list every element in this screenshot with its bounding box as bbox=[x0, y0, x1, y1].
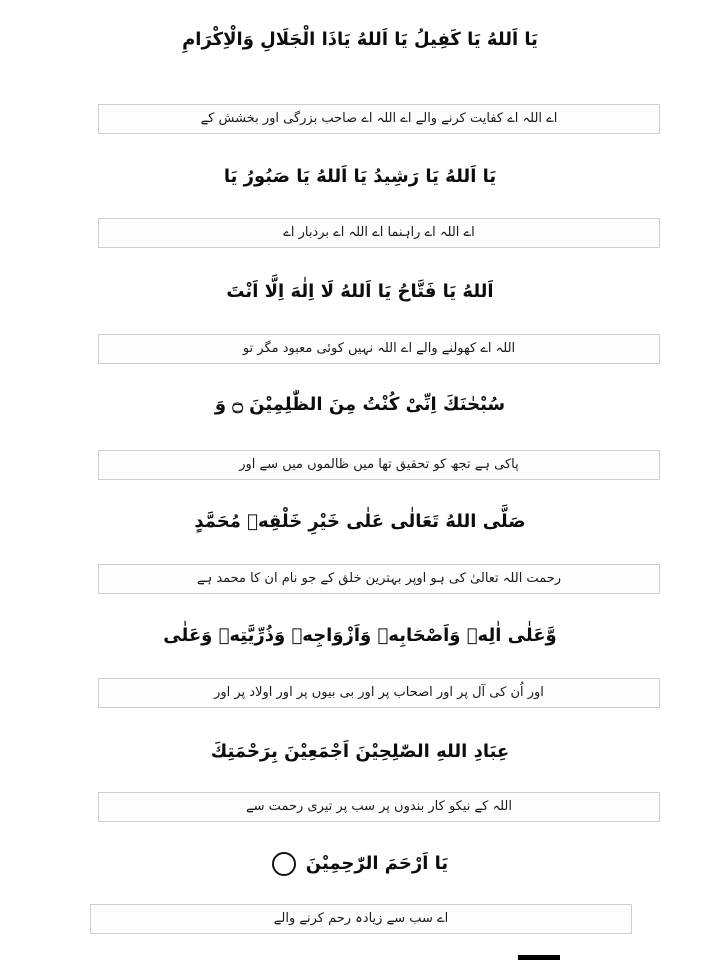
urdu-translation-5: رحمت اللہ تعالیٰ کی ہو اوپر بہترین خلق کے جو نام ان کا محمد ہے bbox=[98, 564, 660, 594]
arabic-text: يَا اَرْحَمَ الرّٰحِمِيْنَ bbox=[305, 853, 449, 874]
arabic-line-8 bbox=[30, 828, 690, 900]
arabic-line-2 bbox=[30, 142, 690, 212]
verse-end-circle-icon bbox=[272, 852, 296, 876]
urdu-translation-3: اللہ اے کھولنے والے اے اللہ نہیں کوئی معبود مگر تو bbox=[98, 334, 660, 364]
arabic-text: يَا اَللهُ يَا كَفِيلُ يَا اَللهُ يَاذَا الْجَلَالِ وَالْاِكْرَامِ bbox=[182, 29, 538, 50]
urdu-translation-6: اور اُن کی آل پر اور اصحاب پر اور بی بیوں پر اور اولاد پر اور bbox=[98, 678, 660, 708]
arabic-line-4 bbox=[30, 368, 690, 442]
dua-page bbox=[30, 4, 690, 944]
arabic-text: عِبَادِ اللهِ الصّٰلِحِيْنَ اَجْمَعِيْنَ بِرَحْمَتِكَ bbox=[210, 741, 510, 762]
arabic-line-6 bbox=[30, 600, 690, 672]
arabic-line-7 bbox=[30, 716, 690, 788]
urdu-translation-8: اے سب سے زیادہ رحم کرنے والے bbox=[90, 904, 632, 934]
urdu-translation-2: اے اللہ اے راہنما اے اللہ اے بردبار اے bbox=[98, 218, 660, 248]
urdu-translation-1: اے اللہ اے کفایت کرنے والے اے اللہ اے صاحب بزرگی اور بخشش کے bbox=[98, 104, 660, 134]
arabic-final-line bbox=[30, 828, 690, 900]
arabic-line-5 bbox=[30, 486, 690, 558]
arabic-line-3 bbox=[30, 256, 690, 328]
urdu-translation-4: پاکی ہے تجھ کو تحقیق تھا میں ظالموں میں سے اور bbox=[98, 450, 660, 480]
arabic-text: سُبْحٰنَكَ اِنِّیْ كُنْتُ مِنَ الظّٰلِمِيْنَ ۝ وَ bbox=[214, 394, 506, 415]
urdu-translation-7: اللہ کے نیکو کار بندوں پر سب پر تیری رحمت سے bbox=[98, 792, 660, 822]
arabic-text: وَّعَلٰى اٰلِهٖ وَاَصْحَابِهٖ وَاَزْوَاجِهٖ وَذُرِّيَّتِهٖ وَعَلٰى bbox=[163, 625, 557, 646]
arabic-line-1 bbox=[30, 10, 690, 70]
arabic-text: صَلَّى اللهُ تَعَالٰى عَلٰى خَيْرِ خَلْقِهٖ مُحَمَّدٍ bbox=[194, 511, 526, 532]
corner-mark bbox=[518, 955, 560, 960]
arabic-text: اَللهُ يَا فَتَّاحُ يَا اَللهُ لَا اِلٰهَ اِلَّا اَنْتَ bbox=[226, 281, 494, 302]
arabic-text: يَا اَللهُ يَا رَشِيدُ يَا اَللهُ يَا صَبُورُ يَا bbox=[223, 166, 497, 187]
